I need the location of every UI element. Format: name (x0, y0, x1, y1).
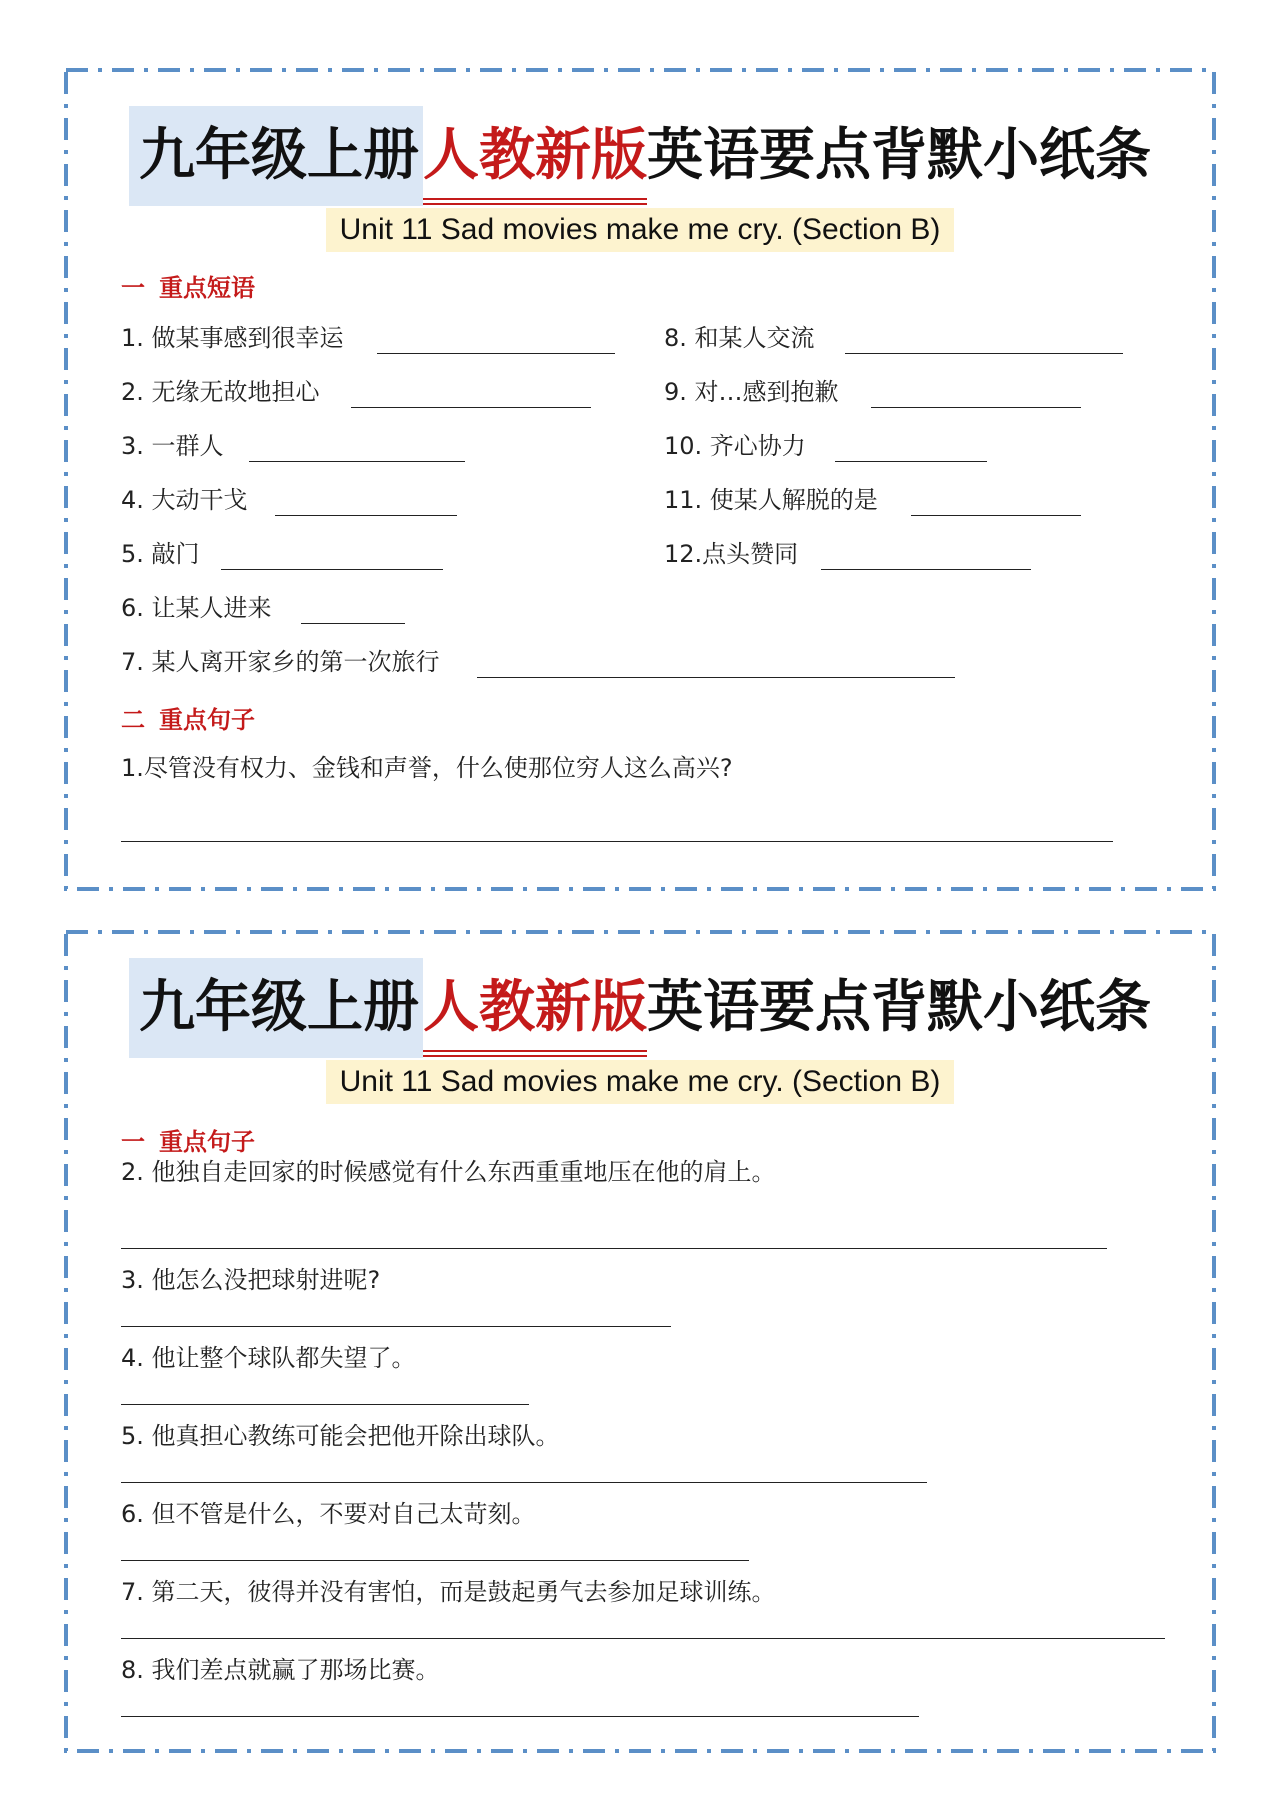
sentence-item-3: 3. 他怎么没把球射进呢? (121, 1266, 381, 1294)
sentence-item-1: 1.尽管没有权力、金钱和声誉，什么使那位穷人这么高兴? (121, 754, 733, 782)
phrase-item-10: 10. 齐心协力 (664, 432, 806, 460)
phrase-item-8: 8. 和某人交流 (664, 324, 815, 352)
answer-blank-7[interactable] (477, 677, 955, 678)
note-card-1 (64, 68, 1216, 891)
answer-blank-1[interactable] (377, 353, 615, 354)
sentence-item-5: 5. 他真担心教练可能会把他开除出球队。 (121, 1422, 560, 1450)
section-label: 重点句子 (159, 1128, 255, 1156)
section-number: 一 (121, 274, 145, 302)
answer-blank-3[interactable] (249, 461, 465, 462)
phrase-item-3: 3. 一群人 (121, 432, 224, 460)
sentence-item-6: 6. 但不管是什么，不要对自己太苛刻。 (121, 1500, 536, 1528)
answer-blank-10[interactable] (835, 461, 987, 462)
phrase-item-6: 6. 让某人进来 (121, 594, 272, 622)
page-title (64, 106, 1216, 206)
answer-blank-11[interactable] (911, 515, 1081, 516)
title-part-grade: 九年级上册 (129, 106, 423, 206)
answer-blank-2[interactable] (351, 407, 591, 408)
title-part-grade: 九年级上册 (129, 958, 423, 1058)
section-label: 重点句子 (159, 706, 255, 734)
answer-line-1[interactable] (121, 841, 1113, 842)
unit-heading (64, 1060, 1216, 1104)
phrase-item-1: 1. 做某事感到很幸运 (121, 324, 344, 352)
answer-blank-6[interactable] (301, 623, 405, 624)
phrase-item-12: 12.点头赞同 (664, 540, 799, 568)
answer-line-2[interactable] (121, 1248, 1107, 1249)
phrase-item-11: 11. 使某人解脱的是 (664, 486, 878, 514)
answer-blank-12[interactable] (821, 569, 1031, 570)
phrase-item-2: 2. 无缘无故地担心 (121, 378, 320, 406)
section-heading-sentences (121, 1122, 255, 1157)
title-part-edition: 人教新版 (423, 114, 647, 205)
phrase-item-9: 9. 对…感到抱歉 (664, 378, 839, 406)
sentence-item-4: 4. 他让整个球队都失望了。 (121, 1344, 416, 1372)
answer-line-7[interactable] (121, 1638, 1165, 1639)
answer-blank-5[interactable] (221, 569, 443, 570)
unit-label: Unit 11 Sad movies make me cry. (Section B) (326, 1060, 955, 1104)
phrase-item-4: 4. 大动干戈 (121, 486, 248, 514)
page-title (64, 958, 1216, 1058)
section-number: 一 (121, 1128, 145, 1156)
title-part-subject: 英语要点背默小纸条 (647, 123, 1151, 188)
answer-blank-4[interactable] (275, 515, 457, 516)
section-heading-sentences (121, 700, 255, 735)
sentence-item-8: 8. 我们差点就赢了那场比赛。 (121, 1656, 440, 1684)
phrase-item-7: 7. 某人离开家乡的第一次旅行 (121, 648, 440, 676)
phrase-item-5: 5. 敲门 (121, 540, 200, 568)
note-card-2 (64, 930, 1216, 1753)
unit-label: Unit 11 Sad movies make me cry. (Section B) (326, 208, 955, 252)
sentence-item-2: 2. 他独自走回家的时候感觉有什么东西重重地压在他的肩上。 (121, 1158, 776, 1186)
answer-line-3[interactable] (121, 1326, 671, 1327)
section-heading-phrases (121, 268, 255, 303)
sentence-item-7: 7. 第二天，彼得并没有害怕，而是鼓起勇气去参加足球训练。 (121, 1578, 776, 1606)
answer-line-5[interactable] (121, 1482, 927, 1483)
answer-line-6[interactable] (121, 1560, 749, 1561)
answer-line-4[interactable] (121, 1404, 529, 1405)
section-label: 重点短语 (159, 274, 255, 302)
answer-line-8[interactable] (121, 1716, 919, 1717)
unit-heading (64, 208, 1216, 252)
title-part-edition: 人教新版 (423, 966, 647, 1057)
title-part-subject: 英语要点背默小纸条 (647, 975, 1151, 1040)
answer-blank-8[interactable] (845, 353, 1123, 354)
section-number: 二 (121, 706, 145, 734)
answer-blank-9[interactable] (871, 407, 1081, 408)
